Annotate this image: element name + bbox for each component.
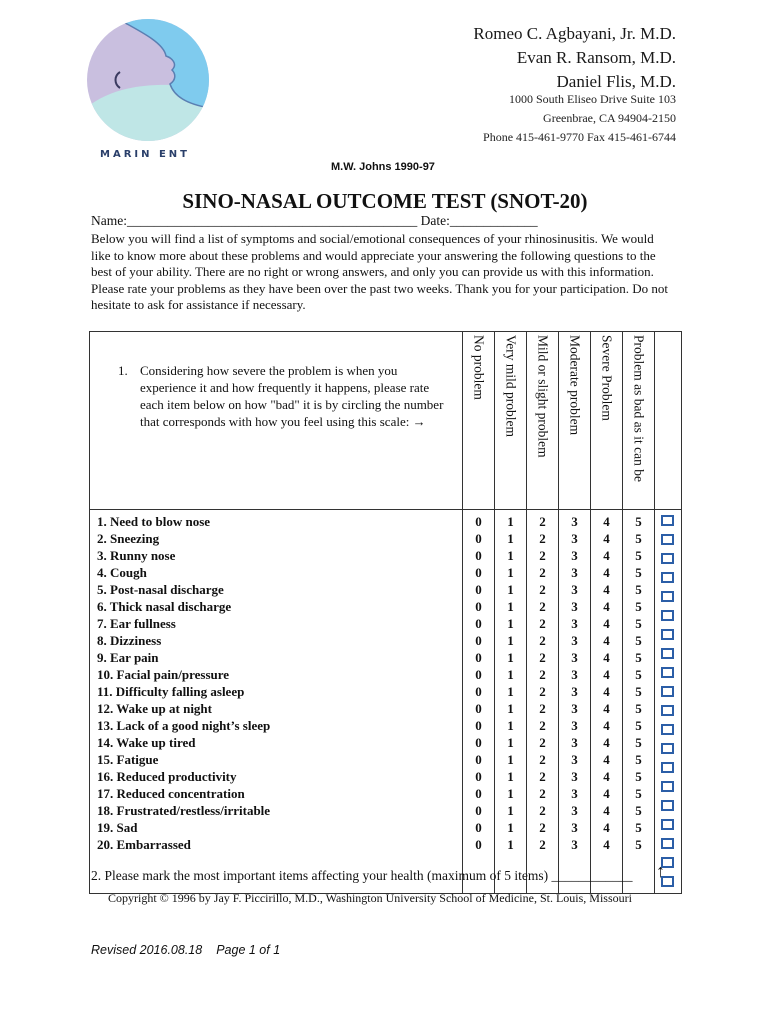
symptom-item: 13. Lack of a good night’s sleep [97, 718, 271, 733]
scale-option[interactable]: 1 [507, 701, 514, 716]
scale-option[interactable]: 3 [571, 599, 578, 614]
scale-option[interactable]: 5 [635, 684, 642, 699]
scale-option[interactable]: 2 [539, 514, 546, 529]
scale-option[interactable]: 3 [571, 752, 578, 767]
scale-option[interactable]: 2 [539, 548, 546, 563]
scale-option[interactable]: 0 [475, 548, 482, 563]
scale-option[interactable]: 5 [635, 769, 642, 784]
scale-header-label: Very mild problem [503, 335, 519, 437]
symptom-item: 3. Runny nose [97, 548, 176, 563]
scale-option[interactable]: 3 [571, 684, 578, 699]
importance-checkbox[interactable] [661, 800, 674, 811]
scale-option[interactable]: 0 [475, 786, 482, 801]
scale-option[interactable]: 1 [507, 531, 514, 546]
scale-option[interactable]: 2 [539, 786, 546, 801]
scale-option[interactable]: 5 [635, 803, 642, 818]
importance-checkbox-column [655, 510, 682, 894]
scale-option[interactable]: 2 [539, 531, 546, 546]
scale-option[interactable]: 4 [603, 786, 610, 801]
logo-text: MARIN ENT [100, 149, 190, 160]
symptom-item: 19. Sad [97, 820, 138, 835]
scale-option[interactable]: 1 [507, 752, 514, 767]
scale-header-label: Mild or slight problem [535, 335, 551, 458]
scale-option[interactable]: 5 [635, 752, 642, 767]
scale-option[interactable]: 0 [475, 667, 482, 682]
scale-option[interactable]: 0 [475, 565, 482, 580]
symptom-item: 6. Thick nasal discharge [97, 599, 232, 614]
importance-checkbox[interactable] [661, 534, 674, 545]
scale-option[interactable]: 4 [603, 820, 610, 835]
symptom-item: 2. Sneezing [97, 531, 160, 546]
symptom-list [90, 510, 463, 894]
scale-option[interactable]: 5 [635, 820, 642, 835]
importance-checkbox[interactable] [661, 648, 674, 659]
symptom-item: 1. Need to blow nose [97, 514, 211, 529]
scale-option[interactable]: 3 [571, 718, 578, 733]
scale-header-5 [623, 332, 655, 510]
scale-option[interactable]: 1 [507, 718, 514, 733]
scale-option[interactable]: 0 [475, 633, 482, 648]
scale-option[interactable]: 3 [571, 837, 578, 852]
scale-option[interactable]: 5 [635, 786, 642, 801]
importance-checkbox[interactable] [661, 610, 674, 621]
importance-checkbox[interactable] [661, 515, 674, 526]
scale-option[interactable]: 1 [507, 786, 514, 801]
scale-option[interactable]: 4 [603, 514, 610, 529]
scale-option[interactable]: 5 [635, 616, 642, 631]
scale-option[interactable]: 2 [539, 582, 546, 597]
symptom-item: 12. Wake up at night [97, 701, 212, 716]
scale-option[interactable]: 4 [603, 633, 610, 648]
scale-option[interactable]: 0 [475, 684, 482, 699]
scale-column-0 [463, 510, 495, 894]
scale-option[interactable]: 4 [603, 684, 610, 699]
question1-number: 1. [118, 363, 128, 378]
scale-option[interactable]: 4 [603, 565, 610, 580]
scale-option[interactable]: 0 [475, 752, 482, 767]
page-footer [91, 943, 280, 957]
scale-option[interactable]: 4 [603, 701, 610, 716]
address-line: Greenbrae, CA 94904-2150 [543, 111, 676, 125]
scale-column-4 [591, 510, 623, 894]
scale-option[interactable]: 1 [507, 582, 514, 597]
scale-option[interactable]: 0 [475, 735, 482, 750]
scale-option[interactable]: 2 [539, 650, 546, 665]
scale-header-0 [463, 332, 495, 510]
symptom-item: 20. Embarrassed [97, 837, 191, 852]
scale-option[interactable]: 3 [571, 650, 578, 665]
scale-option[interactable]: 0 [475, 701, 482, 716]
scale-option[interactable]: 3 [571, 786, 578, 801]
reference-label: M.W. Johns 1990-97 [331, 161, 435, 173]
scale-option[interactable]: 0 [475, 531, 482, 546]
scale-option[interactable]: 3 [571, 548, 578, 563]
scale-option[interactable]: 2 [539, 599, 546, 614]
importance-checkbox[interactable] [661, 667, 674, 678]
scale-option[interactable]: 2 [539, 684, 546, 699]
scale-option[interactable]: 2 [539, 565, 546, 580]
revision-date: Revised 2016.08.18 [91, 943, 203, 957]
scale-option[interactable]: 2 [539, 633, 546, 648]
scale-option[interactable]: 5 [635, 701, 642, 716]
scale-header-label: Problem as bad as it can be [631, 335, 647, 482]
symptom-item: 10. Facial pain/pressure [97, 667, 230, 682]
symptom-item: 11. Difficulty falling asleep [97, 684, 245, 699]
scale-header-label: Severe Problem [599, 335, 615, 421]
scale-column-5 [623, 510, 655, 894]
importance-checkbox[interactable] [661, 819, 674, 830]
address-phone-fax: Phone 415-461-9770 Fax 415-461-6744 [483, 130, 676, 144]
scale-header-label: No problem [471, 335, 487, 400]
scale-option[interactable]: 2 [539, 837, 546, 852]
importance-checkbox[interactable] [661, 629, 674, 640]
scale-column-2 [527, 510, 559, 894]
scale-option[interactable]: 4 [603, 667, 610, 682]
scale-option[interactable]: 5 [635, 633, 642, 648]
marin-ent-logo [86, 18, 210, 142]
scale-option[interactable]: 1 [507, 633, 514, 648]
scale-option[interactable]: 2 [539, 769, 546, 784]
form-title: SINO-NASAL OUTCOME TEST (SNOT-20) [182, 189, 588, 213]
scale-option[interactable]: 5 [635, 531, 642, 546]
scale-option[interactable]: 4 [603, 599, 610, 614]
clinic-address [483, 90, 676, 147]
copyright-notice: Copyright © 1996 by Jay F. Piccirillo, M.D., Washington University School of Medicine, St. Louis, Missouri [108, 891, 632, 905]
scale-option[interactable]: 1 [507, 803, 514, 818]
address-line: 1000 South Eliseo Drive Suite 103 [509, 92, 676, 106]
scale-option[interactable]: 3 [571, 531, 578, 546]
scale-option[interactable]: 5 [635, 565, 642, 580]
symptom-item: 5. Post-nasal discharge [97, 582, 224, 597]
scale-option[interactable]: 0 [475, 803, 482, 818]
scale-option[interactable]: 4 [603, 803, 610, 818]
snot-table [89, 331, 682, 894]
scale-option[interactable]: 4 [603, 531, 610, 546]
doctor-name: Evan R. Ransom, M.D. [516, 48, 676, 67]
scale-option[interactable]: 3 [571, 616, 578, 631]
scale-option[interactable]: 0 [475, 837, 482, 852]
scale-option[interactable]: 0 [475, 820, 482, 835]
importance-checkbox[interactable] [661, 724, 674, 735]
scale-header-3 [559, 332, 591, 510]
importance-checkbox[interactable] [661, 572, 674, 583]
importance-checkbox[interactable] [661, 781, 674, 792]
scale-option[interactable]: 2 [539, 616, 546, 631]
scale-option[interactable]: 1 [507, 735, 514, 750]
scale-option[interactable]: 1 [507, 514, 514, 529]
importance-header [655, 332, 682, 510]
scale-option[interactable]: 4 [603, 718, 610, 733]
scale-option[interactable]: 2 [539, 701, 546, 716]
symptom-item: 17. Reduced concentration [97, 786, 245, 801]
doctor-name: Romeo C. Agbayani, Jr. M.D. [473, 24, 676, 43]
importance-checkbox[interactable] [661, 762, 674, 773]
scale-option[interactable]: 3 [571, 803, 578, 818]
scale-column-1 [495, 510, 527, 894]
scale-option[interactable]: 4 [603, 582, 610, 597]
importance-checkbox[interactable] [661, 553, 674, 564]
scale-option[interactable]: 4 [603, 769, 610, 784]
scale-option[interactable]: 2 [539, 820, 546, 835]
scale-option[interactable]: 3 [571, 565, 578, 580]
question1-text: Considering how severe the problem is when you experience it and how frequently it happens, please rate each item below on how "bad" it is by circling the number that corresponds with how you feel using this scale: → [140, 363, 444, 429]
scale-option[interactable]: 1 [507, 684, 514, 699]
scale-option[interactable]: 0 [475, 616, 482, 631]
importance-checkbox[interactable] [661, 743, 674, 754]
doctor-name: Daniel Flis, M.D. [556, 72, 676, 91]
scale-option[interactable]: 5 [635, 548, 642, 563]
symptom-item: 8. Dizziness [97, 633, 162, 648]
symptom-item: 16. Reduced productivity [97, 769, 237, 784]
scale-option[interactable]: 2 [539, 735, 546, 750]
scale-option[interactable]: 0 [475, 769, 482, 784]
importance-checkbox[interactable] [661, 686, 674, 697]
scale-column-3 [559, 510, 591, 894]
scale-option[interactable]: 3 [571, 582, 578, 597]
scale-option[interactable]: 5 [635, 582, 642, 597]
scale-option[interactable]: 3 [571, 769, 578, 784]
scale-option[interactable]: 2 [539, 667, 546, 682]
importance-checkbox[interactable] [661, 838, 674, 849]
scale-option[interactable]: 2 [539, 752, 546, 767]
scale-option[interactable]: 1 [507, 565, 514, 580]
scale-header-2 [527, 332, 559, 510]
symptom-item: 9. Ear pain [97, 650, 159, 665]
scale-header-label: Moderate problem [567, 335, 583, 436]
scale-option[interactable]: 5 [635, 837, 642, 852]
scale-option[interactable]: 1 [507, 837, 514, 852]
scale-option[interactable]: 5 [635, 514, 642, 529]
scale-option[interactable]: 3 [571, 701, 578, 716]
scale-option[interactable]: 1 [507, 820, 514, 835]
scale-option[interactable]: 0 [475, 582, 482, 597]
scale-option[interactable]: 1 [507, 667, 514, 682]
scale-option[interactable]: 3 [571, 633, 578, 648]
importance-checkbox[interactable] [661, 705, 674, 716]
scale-option[interactable]: 4 [603, 752, 610, 767]
scale-option[interactable]: 1 [507, 769, 514, 784]
scale-option[interactable]: 5 [635, 650, 642, 665]
scale-option[interactable]: 4 [603, 548, 610, 563]
scale-option[interactable]: 3 [571, 820, 578, 835]
scale-option[interactable]: 5 [635, 718, 642, 733]
arrow-up-icon: ↑ [656, 861, 665, 881]
scale-option[interactable]: 0 [475, 718, 482, 733]
symptom-item: 4. Cough [97, 565, 147, 580]
scale-option[interactable]: 3 [571, 514, 578, 529]
question1-cell [90, 332, 463, 510]
name-date-line[interactable]: Name:___________________________________________ Date:_____________ [91, 213, 538, 228]
scale-option[interactable]: 3 [571, 667, 578, 682]
scale-option[interactable]: 2 [539, 718, 546, 733]
scale-option[interactable]: 0 [475, 650, 482, 665]
scale-option[interactable]: 4 [603, 616, 610, 631]
scale-header-1 [495, 332, 527, 510]
question2-text: 2. Please mark the most important items affecting your health (maximum of 5 items) ____________ [91, 868, 633, 883]
scale-option[interactable]: 4 [603, 735, 610, 750]
scale-option[interactable]: 5 [635, 667, 642, 682]
scale-option[interactable]: 2 [539, 803, 546, 818]
symptom-item: 14. Wake up tired [97, 735, 196, 750]
symptom-item: 7. Ear fullness [97, 616, 176, 631]
scale-option[interactable]: 1 [507, 548, 514, 563]
scale-header-4 [591, 332, 623, 510]
scale-option[interactable]: 1 [507, 616, 514, 631]
scale-option[interactable]: 5 [635, 735, 642, 750]
intro-paragraph: Below you will find a list of symptoms and social/emotional consequences of your rhinosinusitis. We would like to know more about these problems and would appreciate your answering the following questions to the best of your ability. There are no right or wrong answers, and only you can provide us with this information. Please rate your problems as they have been over the past two weeks. Thank you for your participation. Do not hesitate to ask for assistance if necessary. [91, 231, 669, 312]
symptom-item: 18. Frustrated/restless/irritable [97, 803, 271, 818]
symptom-item: 15. Fatigue [97, 752, 159, 767]
scale-option[interactable]: 4 [603, 837, 610, 852]
scale-option[interactable]: 3 [571, 735, 578, 750]
scale-option[interactable]: 0 [475, 514, 482, 529]
doctor-list [473, 22, 676, 94]
importance-checkbox[interactable] [661, 591, 674, 602]
page-number: Page 1 of 1 [216, 943, 281, 957]
scale-option[interactable]: 1 [507, 599, 514, 614]
scale-option[interactable]: 4 [603, 650, 610, 665]
scale-option[interactable]: 1 [507, 650, 514, 665]
scale-option[interactable]: 5 [635, 599, 642, 614]
scale-option[interactable]: 0 [475, 599, 482, 614]
